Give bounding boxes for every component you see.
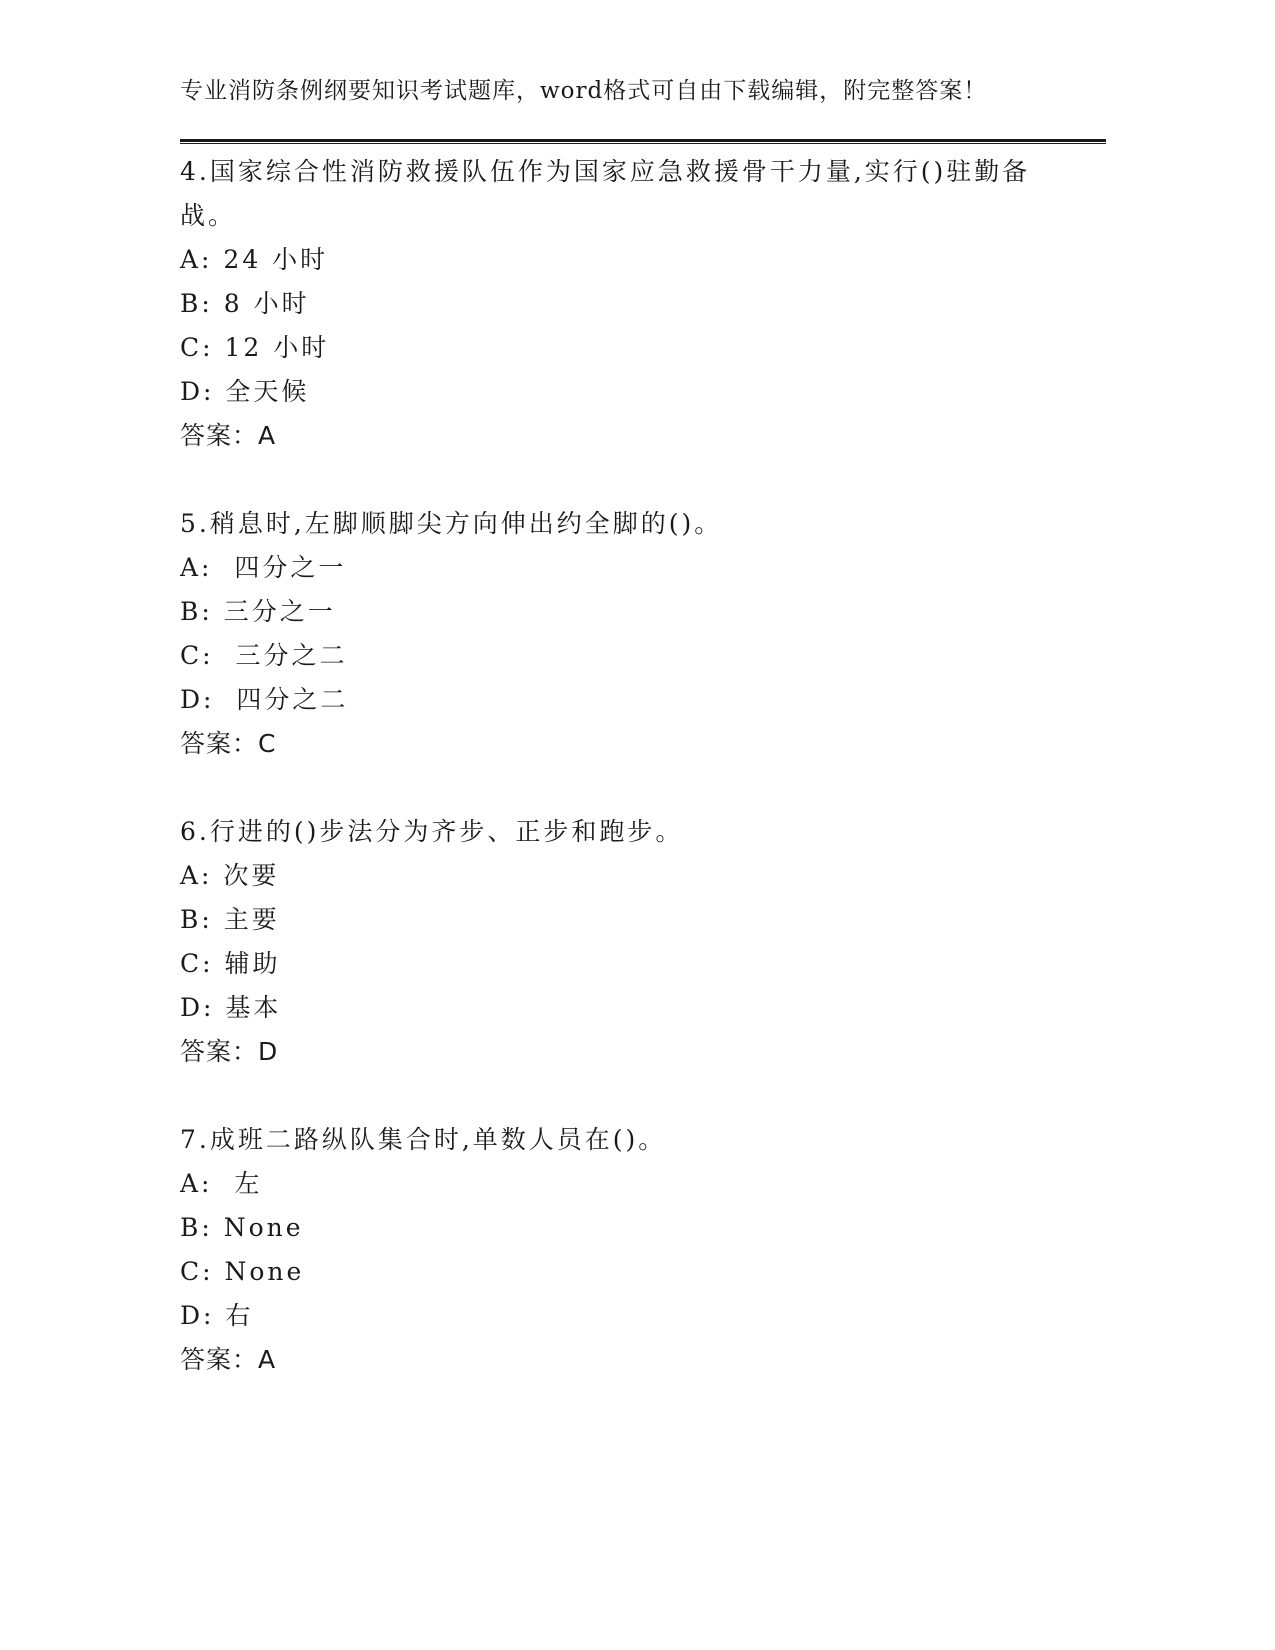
question-7: [180, 1118, 1040, 1382]
option-b: B: 三分之一: [180, 597, 336, 626]
question-stem: 7.成班二路纵队集合时,单数人员在()。: [180, 1125, 667, 1154]
question-stem: 6.行进的()步法分为齐步、正步和跑步。: [180, 817, 684, 846]
option-c: C: 12 小时: [180, 333, 330, 362]
option-c: C: 辅助: [180, 949, 281, 978]
question-stem: 4.国家综合性消防救援队伍作为国家应急救援骨干力量,实行()驻勤备战。: [180, 157, 1031, 230]
option-d: D: 右: [180, 1301, 254, 1330]
answer-line: 答案：C: [180, 729, 277, 758]
option-a: A: 左: [180, 1169, 263, 1198]
answer-line: 答案：A: [180, 1345, 277, 1374]
option-d: D: 四分之二: [180, 685, 349, 714]
option-c: C: None: [180, 1257, 305, 1286]
question-stem: 5.稍息时,左脚顺脚尖方向伸出约全脚的()。: [180, 509, 723, 538]
document-header: 专业消防条例纲要知识考试题库，word格式可自由下载编辑，附完整答案！: [180, 78, 988, 104]
question-5: [180, 502, 1040, 766]
option-d: D: 全天候: [180, 377, 310, 406]
header-divider: [180, 139, 1106, 144]
option-d: D: 基本: [180, 993, 282, 1022]
question-4: [180, 150, 1040, 458]
option-b: B: None: [180, 1213, 304, 1242]
option-c: C: 三分之二: [180, 641, 348, 670]
answer-line: 答案：A: [180, 421, 277, 450]
answer-line: 答案：D: [180, 1037, 279, 1066]
option-b: B: 8 小时: [180, 289, 310, 318]
question-6: [180, 810, 1040, 1074]
option-a: A: 四分之一: [180, 553, 347, 582]
option-b: B: 主要: [180, 905, 280, 934]
option-a: A: 次要: [180, 861, 280, 890]
question-list: [180, 150, 1040, 1426]
option-a: A: 24 小时: [180, 245, 329, 274]
